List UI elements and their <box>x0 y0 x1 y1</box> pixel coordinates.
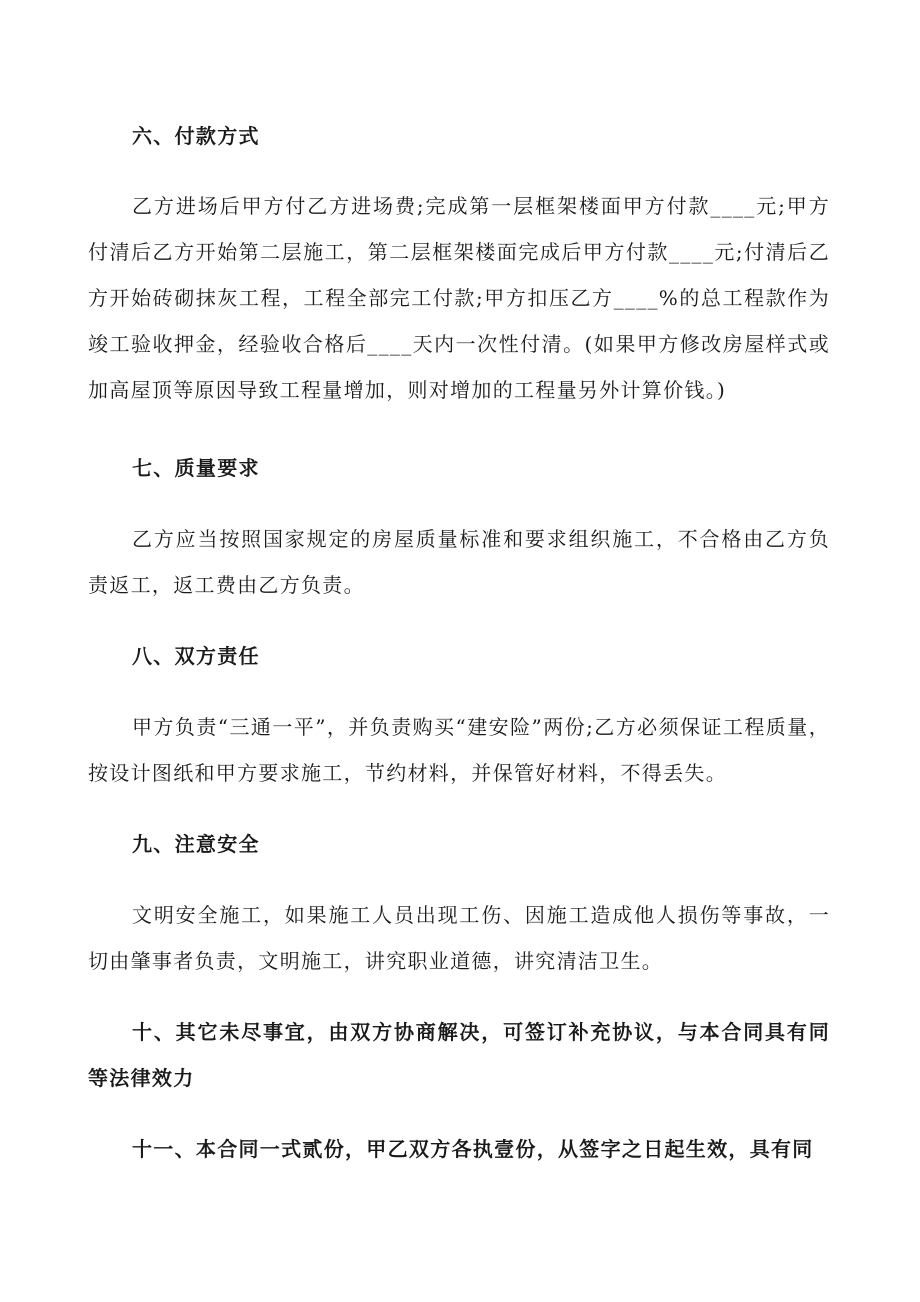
section-body-responsibility: 甲方负责“三通一平”，并负责购买“建安险”两份;乙方必须保证工程质量，按设计图纸和甲方要求施工，节约材料，并保管好材料，不得丢失。 <box>88 715 830 785</box>
section-heading-responsibility: 八、双方责任 <box>132 644 260 668</box>
section-copies: 十一、本合同一式贰份，甲乙双方各执壹份，从签字之日起生效，具有同 <box>132 1137 814 1161</box>
section-heading-quality: 七、质量要求 <box>132 456 260 480</box>
section-body-safety: 文明安全施工，如果施工人员出现工伤、因施工造成他人损伤等事故，一切由肇事者负责，文明施工，讲究职业道德，讲究清洁卫生。 <box>88 903 830 973</box>
section-heading-payment: 六、付款方式 <box>132 124 260 148</box>
section-other-matters: 十、其它未尽事宜，由双方协商解决，可签订补充协议，与本合同具有同等法律效力 <box>88 1020 830 1090</box>
section-body-payment: 乙方进场后甲方付乙方进场费;完成第一层框架楼面甲方付款____元;甲方付清后乙方开始第二层施工，第二层框架楼面完成后甲方付款____元;付清后乙方开始砖砌抹灰工程，工程全部完工付款;甲方扣压乙方____%的总工程款作为竣工验收押金，经验收合格后____天内一次性付清。(如果甲方修改房屋样式或加高屋顶等原因导致工程量增加，则对增加的工程量另外计算价钱。) <box>88 194 830 402</box>
section-heading-safety: 九、注意安全 <box>132 832 260 856</box>
section-body-quality: 乙方应当按照国家规定的房屋质量标准和要求组织施工，不合格由乙方负责返工，返工费由乙方负责。 <box>88 527 830 597</box>
